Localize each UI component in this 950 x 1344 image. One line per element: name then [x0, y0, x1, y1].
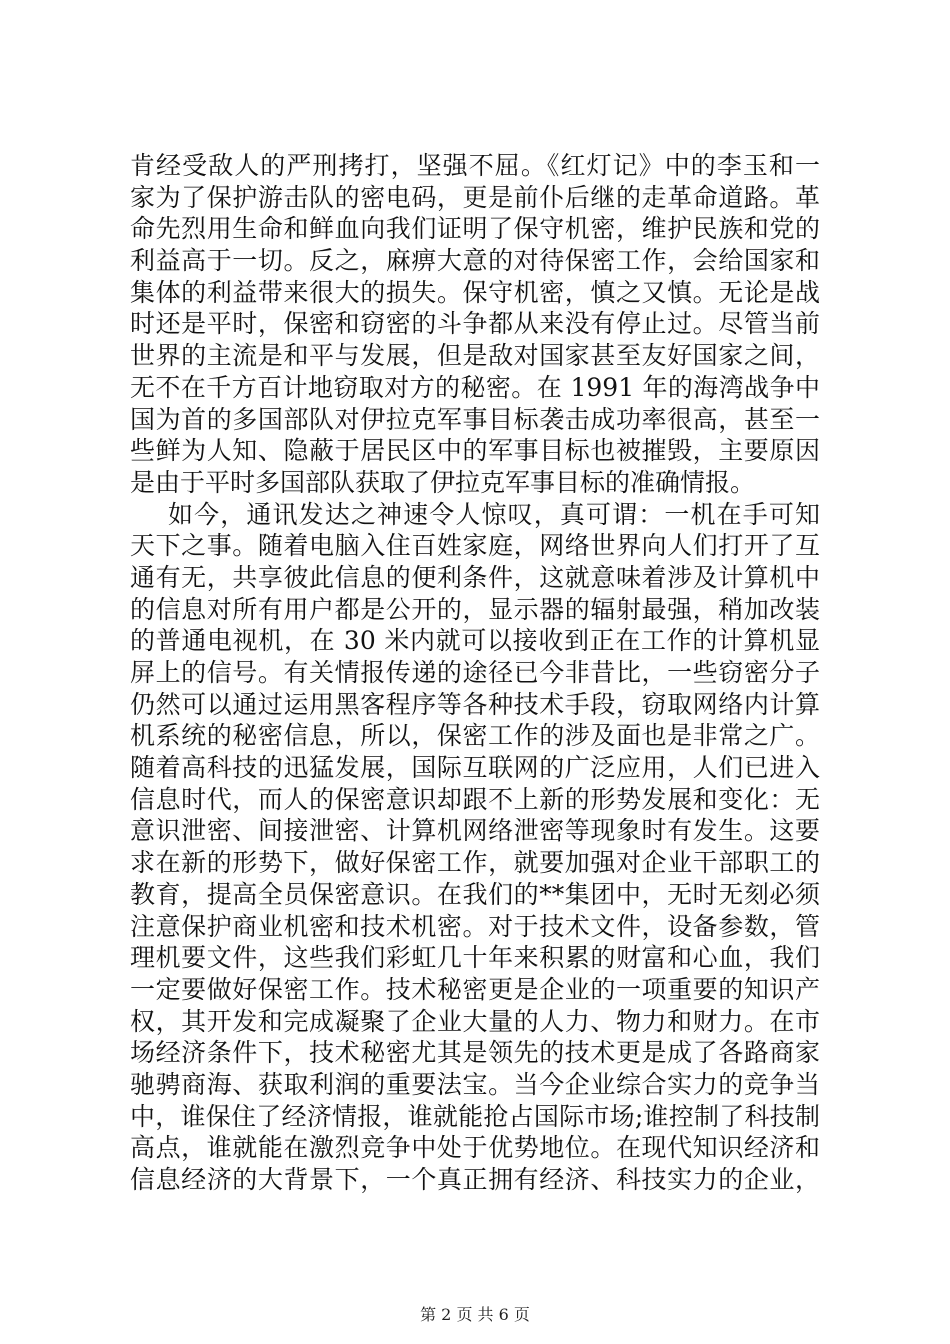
text-line: 天下之事。随着电脑入住百姓家庭，网络世界向人们打开了互 — [130, 531, 820, 561]
text-line: 肯经受敌人的严刑拷打，坚强不屈。《红灯记》中的李玉和一 — [130, 151, 820, 180]
text-line: 家为了保护游击队的密电码，更是前仆后继的走革命道路。革 — [130, 182, 820, 212]
text-line: 信息时代，而人的保密意识却跟不上新的形势发展和变化：无 — [130, 784, 820, 814]
page-number-footer: 第 2 页 共 6 页 — [420, 1305, 530, 1324]
text-line: 高点，谁就能在激烈竞争中处于优势地位。在现代知识经济和 — [130, 1133, 820, 1163]
text-line: 意识泄密、间接泄密、计算机网络泄密等现象时有发生。这要 — [130, 816, 820, 846]
body-text — [130, 150, 820, 1196]
text-line: 注意保护商业机密和技术机密。对于技术文件，设备参数，管 — [130, 911, 820, 941]
text-line: 仍然可以通过运用黑客程序等各种技术手段，窃取网络内计算 — [130, 689, 820, 719]
text-line: 教育，提高全员保密意识。在我们的**集团中，无时无刻必须 — [130, 879, 820, 909]
paragraph-first-line: 如今，通讯发达之神速令人惊叹，真可谓：一机在手可知 — [168, 499, 820, 529]
text-line: 是由于平时多国部队获取了伊拉克军事目标的准确情报。 — [130, 467, 756, 497]
text-line: 理机要文件，这些我们彩虹几十年来积累的财富和心血，我们 — [130, 943, 820, 973]
text-line: 些鲜为人知、隐蔽于居民区中的军事目标也被摧毁，主要原因 — [130, 436, 820, 466]
text-line: 集体的利益带来很大的损失。保守机密，慎之又慎。无论是战 — [130, 277, 820, 307]
text-line: 信息经济的大背景下，一个真正拥有经济、科技实力的企业， — [130, 1165, 820, 1194]
text-line: 机系统的秘密信息，所以，保密工作的涉及面也是非常之广。 — [130, 721, 820, 751]
text-line: 驰骋商海、获取利润的重要法宝。当今企业综合实力的竞争当 — [130, 1069, 820, 1099]
text-line: 权，其开发和完成凝聚了企业大量的人力、物力和财力。在市 — [130, 1006, 820, 1036]
text-line: 的普通电视机，在 30 米内就可以接收到正在工作的计算机显 — [130, 626, 820, 656]
text-line: 利益高于一切。反之，麻痹大意的对待保密工作，会给国家和 — [130, 246, 820, 276]
text-line: 命先烈用生命和鲜血向我们证明了保守机密，维护民族和党的 — [130, 214, 820, 244]
text-line: 的信息对所有用户都是公开的，显示器的辐射最强，稍加改装 — [130, 594, 820, 624]
text-line: 一定要做好保密工作。技术秘密更是企业的一项重要的知识产 — [130, 974, 820, 1004]
text-line: 求在新的形势下，做好保密工作，就要加强对企业干部职工的 — [130, 848, 820, 878]
text-line: 随着高科技的迅猛发展，国际互联网的广泛应用，人们已进入 — [130, 753, 820, 783]
text-line: 无不在千方百计地窃取对方的秘密。在 1991 年的海湾战争中 — [130, 372, 820, 402]
text-line: 中，谁保住了经济情报，谁就能抢占国际市场;谁控制了科技制 — [130, 1101, 820, 1131]
text-line: 屏上的信号。有关情报传递的途径已今非昔比，一些窃密分子 — [130, 658, 820, 687]
text-line: 世界的主流是和平与发展，但是敌对国家甚至友好国家之间， — [130, 341, 820, 371]
text-line: 通有无，共享彼此信息的便利条件，这就意味着涉及计算机中 — [130, 562, 820, 592]
text-line: 国为首的多国部队对伊拉克军事目标袭击成功率很高，甚至一 — [130, 404, 820, 434]
text-line: 场经济条件下，技术秘密尤其是领先的技术更是成了各路商家 — [130, 1038, 820, 1068]
text-line: 时还是平时，保密和窃密的斗争都从来没有停止过。尽管当前 — [130, 309, 820, 339]
